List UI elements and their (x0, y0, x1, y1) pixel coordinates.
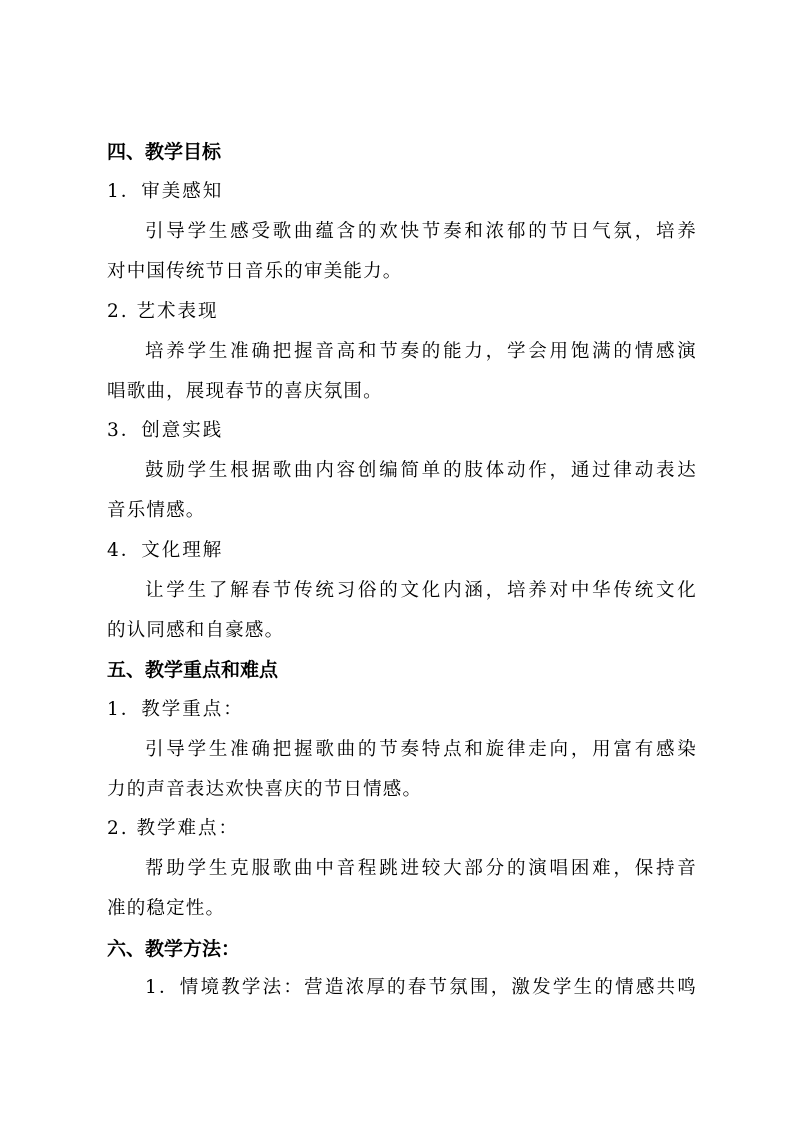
section-heading: 四、教学目标 (107, 141, 222, 163)
paragraph-line: 引导学生准确把握歌曲的节奏特点和旋律走向，用富有感染 (145, 739, 697, 760)
item-title: 4．文化理解 (107, 540, 224, 561)
section-heading: 五、教学重点和难点 (107, 659, 279, 681)
paragraph-line: 的认同感和自豪感。 (107, 620, 285, 641)
paragraph-line: 准的稳定性。 (107, 898, 226, 919)
paragraph-line: 让学生了解春节传统习俗的文化内涵，培养对中华传统文化 (145, 580, 697, 601)
paragraph-line: 唱歌曲，展现春节的喜庆氛围。 (107, 381, 383, 402)
item-title: 1．教学重点： (107, 699, 244, 720)
item-title: 2. 艺术表现 (107, 301, 219, 322)
paragraph-line: 力的声音表达欢快喜庆的节日情感。 (107, 779, 423, 800)
item-title: 2. 教学难点： (107, 818, 240, 839)
paragraph-line: 引导学生感受歌曲蕴含的欢快节奏和浓郁的节日气氛，培养 (145, 221, 697, 242)
section-heading: 六、教学方法： (107, 938, 241, 960)
paragraph-line: 培养学生准确把握音高和节奏的能力，学会用饱满的情感演 (145, 341, 697, 362)
paragraph-line: 帮助学生克服歌曲中音程跳进较大部分的演唱困难，保持音 (145, 858, 697, 879)
paragraph-line: 鼓励学生根据歌曲内容创编简单的肢体动作，通过律动表达 (145, 460, 697, 481)
paragraph-line: 对中国传统节日音乐的审美能力。 (107, 261, 403, 282)
paragraph-line: 音乐情感。 (107, 500, 206, 521)
paragraph-line: 1．情境教学法：营造浓厚的春节氛围，激发学生的情感共鸣 (145, 977, 697, 998)
item-title: 1．审美感知 (107, 181, 224, 202)
item-title: 3．创意实践 (107, 420, 224, 441)
